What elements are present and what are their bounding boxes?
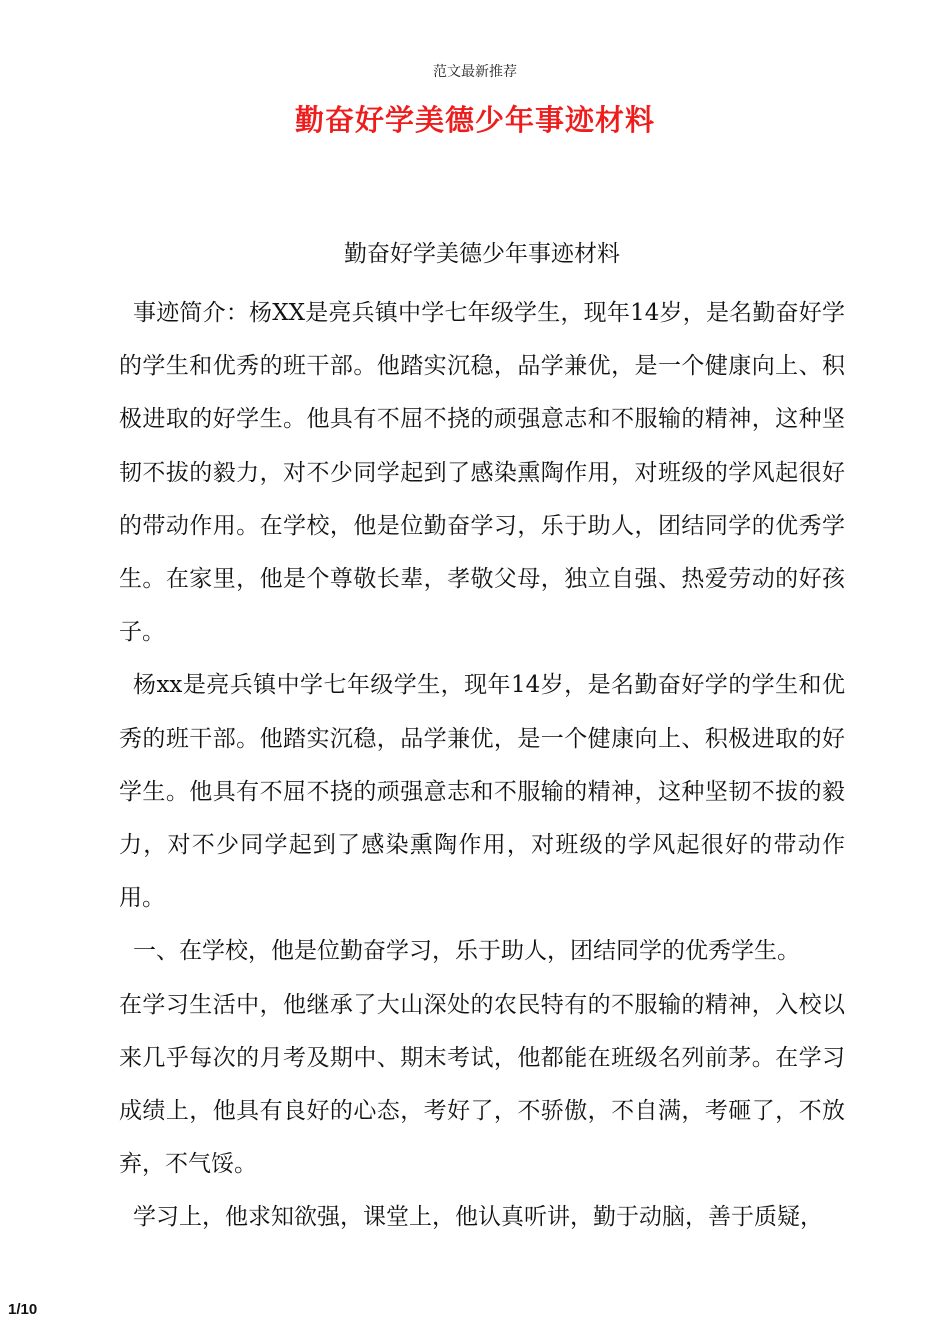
article-title: 勤奋好学美德少年事迹材料 <box>344 241 620 267</box>
page-number: 1/10 <box>8 1301 38 1318</box>
paragraph-section-heading: 一、在学校，他是位勤奋学习，乐于助人，团结同学的优秀学生。 <box>133 938 800 965</box>
document-title: 勤奋好学美德少年事迹材料 <box>294 103 655 137</box>
paragraph-study-life: 在学习生活中，他继承了大山深处的农民特有的不服输的精神，入校以来几乎每次的月考及期中、期末考试，他都能在班级名列前茅。在学习成绩上，他具有良好的心态，考好了，不骄傲，不自满，考砸了，不放弃，不气馁。 <box>119 991 845 1178</box>
header-note: 范文最新推荐 <box>433 64 517 80</box>
article-body <box>119 234 845 1245</box>
paragraph-study-habits: 学习上，他求知欲强，课堂上，他认真听讲，勤于动脑，善于质疑， <box>133 1204 823 1231</box>
paragraph-summary: 事迹简介：杨XX是亮兵镇中学七年级学生，现年14岁，是名勤奋好学的学生和优秀的班干部。他踏实沉稳，品学兼优，是一个健康向上、积极进取的好学生。他具有不屈不挠的顽强意志和不服输的精神，这种坚韧不拔的毅力，对不少同学起到了感染熏陶作用，对班级的学风起很好的带动作用。在学校，他是位勤奋学习，乐于助人，团结同学的优秀学生。在家里，他是个尊敬长辈，孝敬父母，独立自强、热爱劳动的好孩子。 <box>119 300 845 646</box>
paragraph-intro: 杨xx是亮兵镇中学七年级学生，现年14岁，是名勤奋好学的学生和优秀的班干部。他踏实沉稳，品学兼优，是一个健康向上、积极进取的好学生。他具有不屈不挠的顽强意志和不服输的精神，这种坚韧不拔的毅力，对不少同学起到了感染熏陶作用，对班级的学风起很好的带动作用。 <box>119 672 845 912</box>
